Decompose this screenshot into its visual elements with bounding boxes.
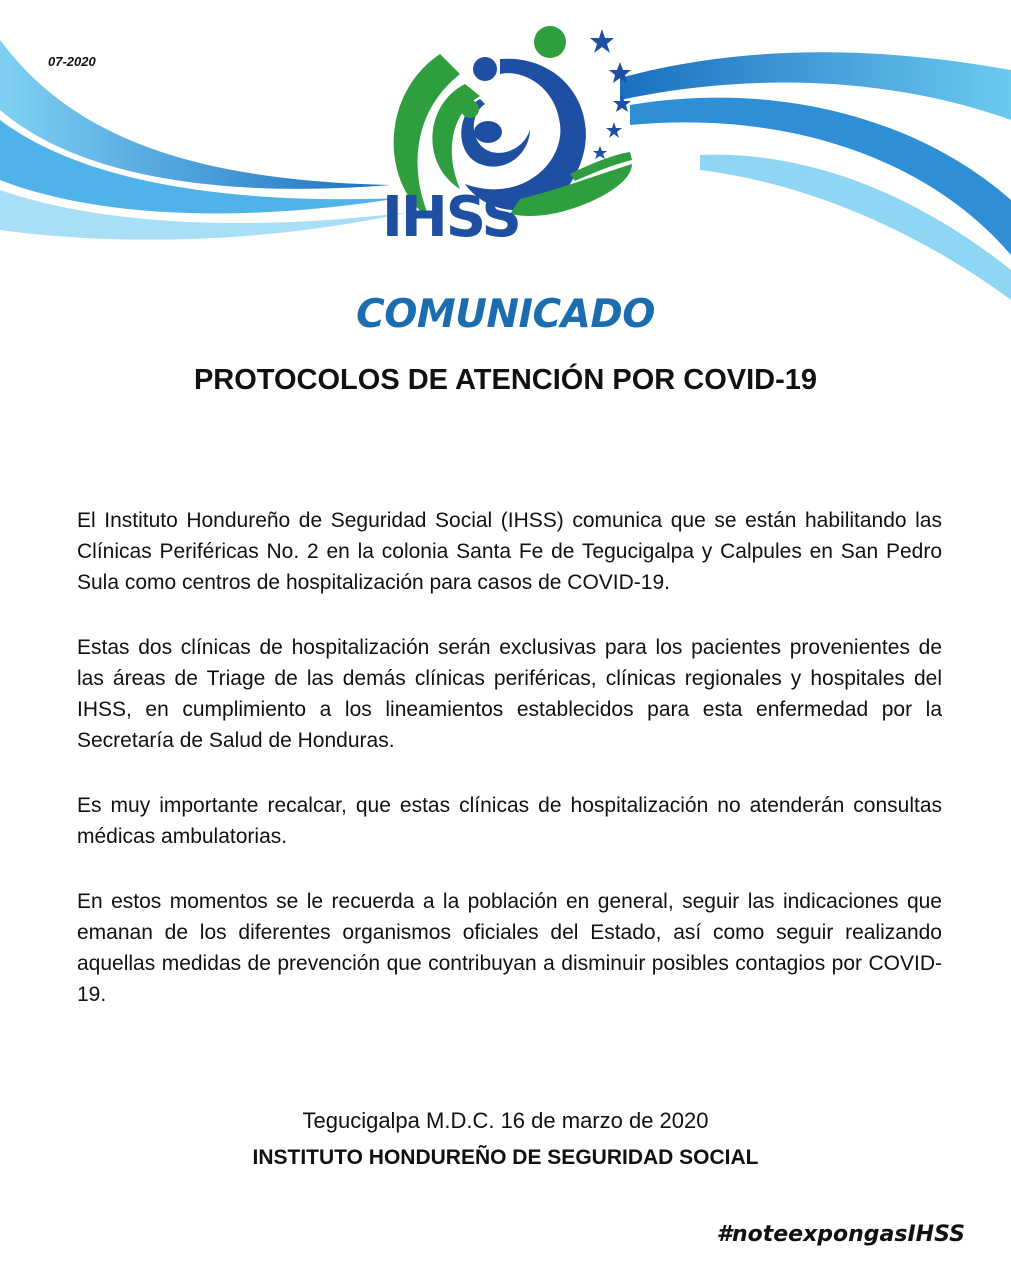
institution-name: INSTITUTO HONDUREÑO DE SEGURIDAD SOCIAL: [252, 1146, 759, 1169]
hashtag: #noteexpongasIHSS: [716, 1222, 965, 1247]
document-number: 07-2020: [48, 54, 96, 69]
paragraph-1: El Instituto Hondureño de Seguridad Social (IHSS) comunica que se están habilitando las Clínicas Periféricas No. 2 en la colonia Santa Fe de Tegucigalpa y Calpules en San Pedro Sula como centros de hospitalización para casos de COVID-19.: [77, 509, 942, 594]
paragraph-2: Estas dos clínicas de hospitalización serán exclusivas para los pacientes provenientes de las áreas de Triage de las demás clínicas periféricas, clínicas regionales y hospitales del IHSS, en cumplimiento a los lineamientos establecidos para esta enfermedad por la Secretaría de Salud de Honduras.: [77, 636, 942, 752]
logo-text: IHSS: [382, 185, 520, 249]
page-subtitle: PROTOCOLOS DE ATENCIÓN POR COVID-19: [193, 364, 818, 396]
place-date: Tegucigalpa M.D.C. 16 de marzo de 2020: [302, 1108, 709, 1133]
paragraph-3: Es muy importante recalcar, que estas clínicas de hospitalización no atenderán consultas médicas ambulatorias.: [77, 794, 942, 848]
closing-block: [0, 1108, 1011, 1170]
communique-body: [77, 505, 942, 1044]
paragraph-4: En estos momentos se le recuerda a la población en general, seguir las indicaciones que emanan de los diferentes organismos oficiales del Estado, así como seguir realizando aquellas medidas de prevención que contribuyan a disminuir posibles contagios por COVID-19.: [77, 890, 942, 1006]
ihss-logo: [370, 14, 640, 249]
page-title: COMUNICADO: [356, 292, 655, 337]
